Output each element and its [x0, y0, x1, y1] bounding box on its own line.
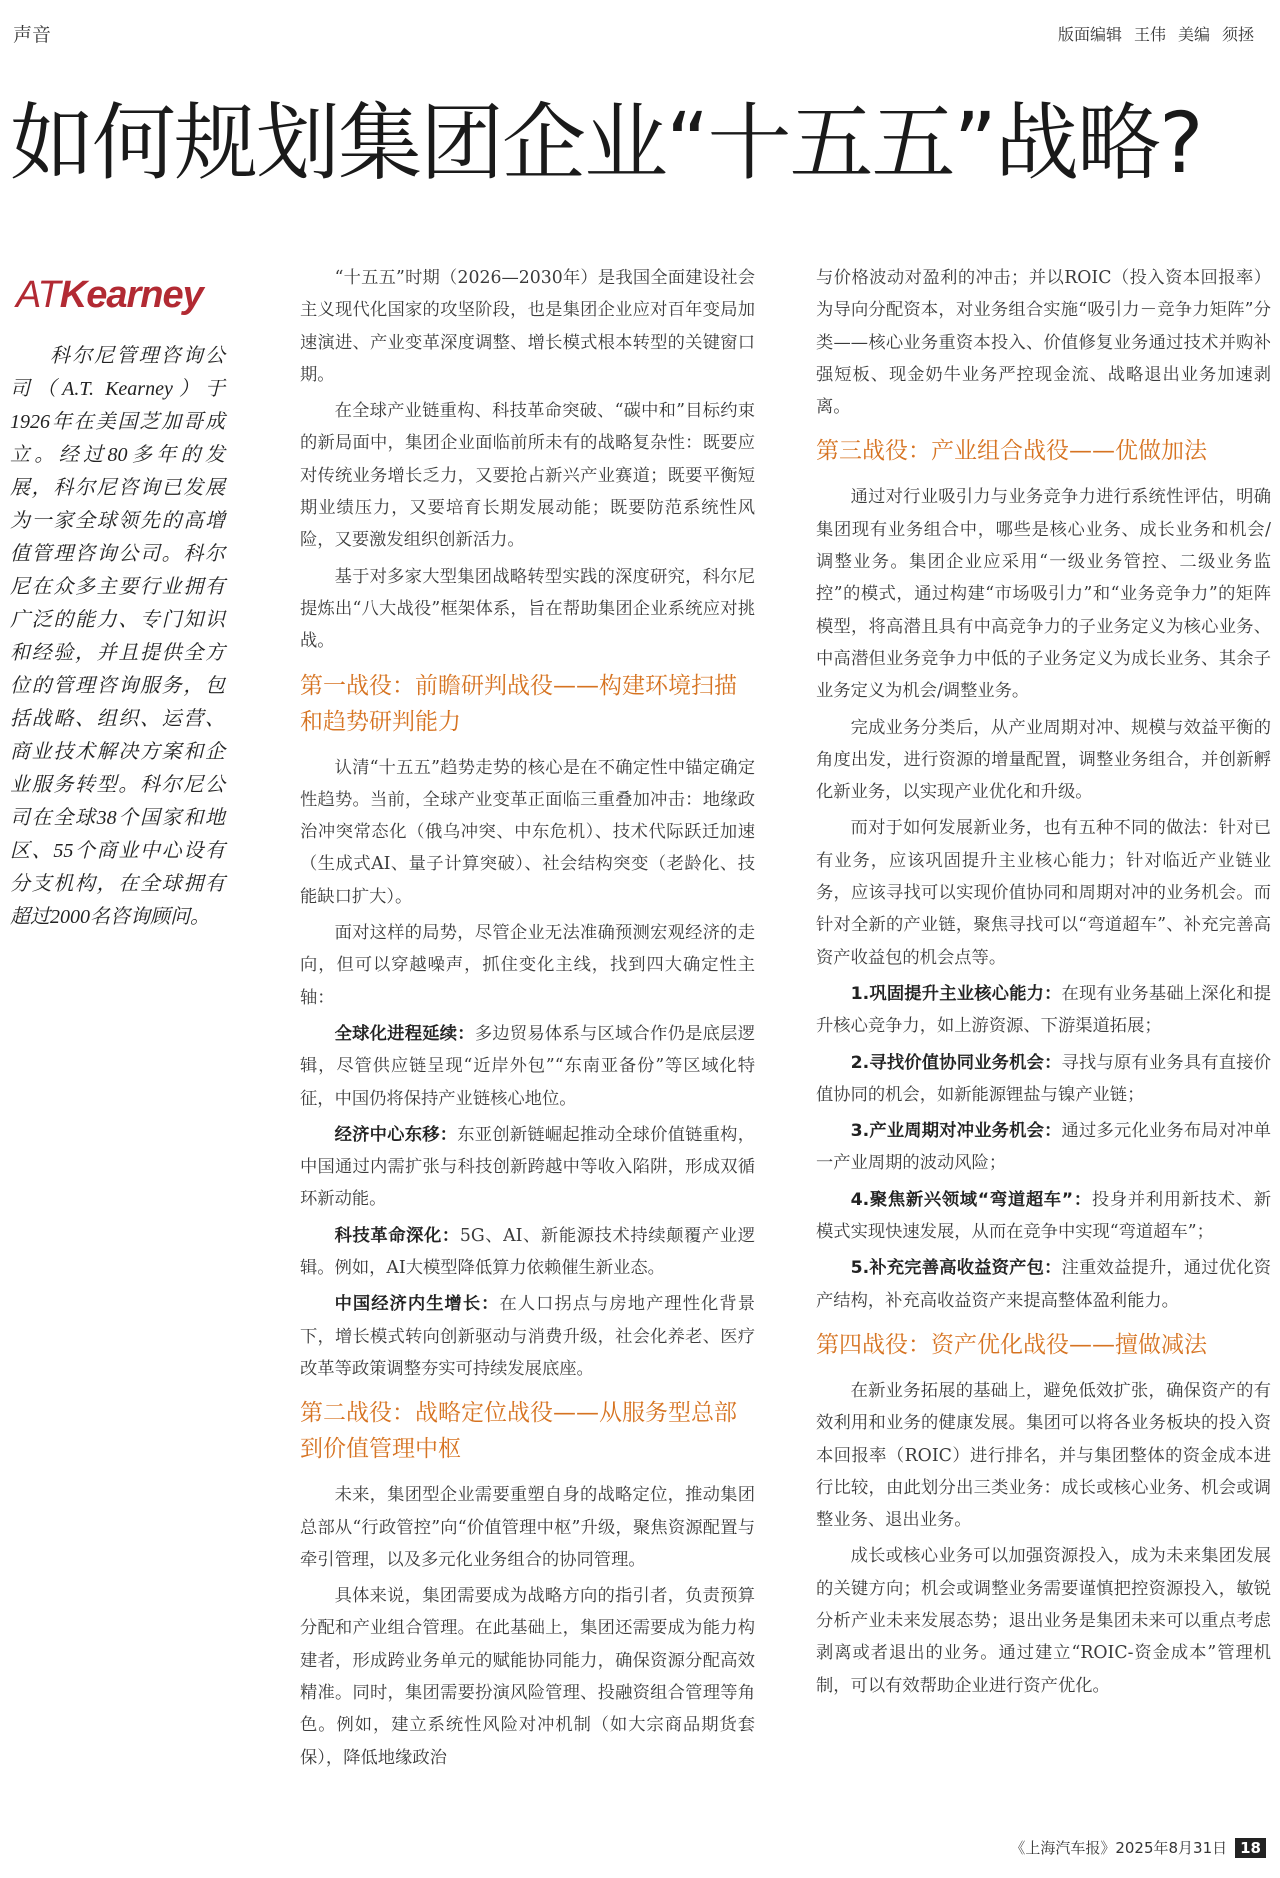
paragraph: 完成业务分类后，从产业周期对冲、规模与效益平衡的角度出发，进行资源的增量配置，调整业务组合，并创新孵化新业务，以实现产业优化和升级。: [816, 717, 1271, 803]
paragraph: [300, 1288, 755, 1385]
paragraph: [300, 1018, 755, 1115]
logo-prefix: AT: [16, 274, 60, 316]
company-intro-text: 科尔尼管理咨询公司（A.T. Kearney）于1926年在美国芝加哥成立。经过80多年的发展，科尔尼咨询已发展为一家全球领先的高增值管理咨询公司。科尔尼在众多主要行业拥有广泛的能力、专门知识和经验，并且提供全方位的管理咨询服务，包括战略、组织、运营、商业技术解决方案和企业服务转型。科尔尼公司在全球38个国家和地区、55个商业中心设有分支机构，在全球拥有超过2000名咨询顾问。: [10, 345, 225, 928]
bold-lead: 4.聚焦新兴领域“弯道超车”：: [850, 1189, 1092, 1210]
page-footer: [1010, 1837, 1266, 1858]
page-header: [0, 0, 1280, 62]
article-headline: 如何规划集团企业“十五五”战略?: [10, 94, 1202, 192]
paragraph-text: 多边贸易体系与区域合作仍是底层逻辑，尽管供应链呈现“近岸外包”“东南亚备份”等区域化特征，中国仍将保持产业链核心地位。: [300, 1023, 755, 1109]
paragraph: [816, 1047, 1271, 1112]
logo-name: Kearney: [59, 274, 203, 316]
kearney-logo: [16, 274, 203, 317]
designer-name: 须拯: [1221, 25, 1254, 44]
paragraph-text: 东亚创新链崛起推动全球价值链重构，中国通过内需扩张与科技创新跨越中等收入陷阱，形成双循环新动能。: [300, 1124, 755, 1210]
paragraph-text: 投身并利用新技术、新模式实现快速发展，从而在竞争中实现“弯道超车”；: [816, 1189, 1271, 1243]
bold-lead: 3.产业周期对冲业务机会：: [850, 1121, 1062, 1142]
paragraph: 与价格波动对盈利的冲击；并以ROIC（投入资本回报率）为导向分配资本，对业务组合实施“吸引力－竞争力矩阵”分类——核心业务重资本投入、价值修复业务通过技术并购补强短板、现金奶牛业务严控现金流、战略退出业务加速剥离。: [816, 268, 1271, 418]
newspaper-date: 《上海汽车报》2025年8月31日: [1010, 1839, 1228, 1857]
paragraph-text: 寻找与原有业务具有直接价值协同的机会，如新能源锂盐与镍产业链；: [816, 1052, 1271, 1105]
editor-label: 版面编辑: [1057, 25, 1122, 44]
bold-lead: 全球化进程延续：: [334, 1023, 475, 1044]
paragraph: [300, 1220, 755, 1285]
paragraph: [816, 1115, 1271, 1180]
section-heading-3: 第三战役：产业组合战役——优做加法: [816, 438, 1207, 465]
section-tag: 声音: [13, 24, 52, 46]
company-intro: [10, 340, 225, 934]
paragraph-text: 在现有业务基础上深化和提升核心竞争力，如上游资源、下游渠道拓展；: [816, 983, 1271, 1037]
article-column-2: [816, 262, 1271, 1706]
bold-lead: 科技革命深化：: [334, 1225, 460, 1246]
paragraph-text: 5G、AI、新能源技术持续颠覆产业逻辑。例如，AI大模型降低算力依赖催生新业态。: [300, 1225, 755, 1279]
paragraph: 而对于如何发展新业务，也有五种不同的做法：针对已有业务，应该巩固提升主业核心能力；针对临近产业链业务，应该寻找可以实现价值协同和周期对冲的业务机会。而针对全新的产业链，聚焦寻找可以“弯道超车”、补充完善高资产收益包的机会点等。: [816, 818, 1271, 968]
editor-credits: [1046, 22, 1254, 45]
bold-lead: 经济中心东移：: [334, 1124, 458, 1145]
paragraph: [816, 1184, 1271, 1249]
paragraph: 面对这样的局势，尽管企业无法准确预测宏观经济的走向，但可以穿越噪声，抓住变化主线，找到四大确定性主轴：: [300, 923, 755, 1008]
section-heading-1: 第一战役：前瞻研判战役——构建环境扫描和趋势研判能力: [300, 672, 737, 735]
paragraph: 基于对多家大型集团战略转型实践的深度研究，科尔尼提炼出“八大战役”框架体系，旨在帮助集团企业系统应对挑战。: [300, 566, 755, 652]
article-column-1: [300, 262, 755, 1778]
paragraph: 认清“十五五”趋势走势的核心是在不确定性中锚定确定性趋势。当前，全球产业变革正面临三重叠加冲击：地缘政治冲突常态化（俄乌冲突、中东危机）、技术代际跃迁加速（生成式AI、量子计算突破）、社会结构突变（老龄化、技能缺口扩大）。: [300, 757, 755, 907]
paragraph: “十五五”时期（2026—2030年）是我国全面建设社会主义现代化国家的攻坚阶段，也是集团企业应对百年变局加速演进、产业变革深度调整、增长模式根本转型的关键窗口期。: [300, 268, 755, 385]
bold-lead: 1.巩固提升主业核心能力：: [850, 983, 1062, 1004]
paragraph: [300, 1119, 755, 1216]
paragraph: 未来，集团型企业需要重塑自身的战略定位，推动集团总部从“行政管控”向“价值管理中枢”升级，聚焦资源配置与牵引管理，以及多元化业务组合的协同管理。: [300, 1485, 755, 1570]
paragraph-text: 注重效益提升，通过优化资产结构，补充高收益资产来提高整体盈利能力。: [816, 1258, 1271, 1311]
paragraph: [816, 978, 1271, 1043]
bold-lead: 2.寻找价值协同业务机会：: [850, 1052, 1062, 1073]
paragraph: 在新业务拓展的基础上，避免低效扩张，确保资产的有效利用和业务的健康发展。集团可以将各业务板块的投入资本回报率（ROIC）进行排名，并与集团整体的资金成本进行比较，由此划分出三类业务：成长或核心业务、机会或调整业务、退出业务。: [816, 1380, 1271, 1531]
paragraph: 成长或核心业务可以加强资源投入，成为未来集团发展的关键方向；机会或调整业务需要谨慎把控资源投入，敏锐分析产业未来发展态势；退出业务是集团未来可以重点考虑剥离或者退出的业务。通过建立“ROIC-资金成本”管理机制，可以有效帮助企业进行资产优化。: [816, 1546, 1271, 1696]
bold-lead: 中国经济内生增长：: [334, 1294, 500, 1315]
paragraph-text: 通过多元化业务布局对冲单一产业周期的波动风险；: [816, 1121, 1271, 1174]
paragraph: 在全球产业链重构、科技革命突破、“碳中和”目标约束的新局面中，集团企业面临前所未有的战略复杂性：既要应对传统业务增长乏力，又要抢占新兴产业赛道；既要平衡短期业绩压力，又要培育长期发展动能；既要防范系统性风险，又要激发组织创新活力。: [300, 401, 755, 551]
designer-label: 美编: [1177, 25, 1210, 44]
section-heading-2: 第二战役：战略定位战役——从服务型总部到价值管理中枢: [300, 1400, 737, 1463]
paragraph: 通过对行业吸引力与业务竞争力进行系统性评估，明确集团现有业务组合中，哪些是核心业务、成长业务和机会/调整业务。集团企业应采用“一级业务管控、二级业务监控”的模式，通过构建“市场吸引力”和“业务竞争力”的矩阵模型，将高潜且具有中高竞争力的子业务定义为核心业务、中高潜但业务竞争力中低的子业务定义为成长业务、其余子业务定义为机会/调整业务。: [816, 487, 1271, 702]
paragraph: [816, 1252, 1271, 1317]
bold-lead: 5.补充完善高收益资产包：: [850, 1258, 1062, 1279]
editor-name: 王伟: [1133, 25, 1166, 44]
paragraph-text: 在人口拐点与房地产理性化背景下，增长模式转向创新驱动与消费升级，社会化养老、医疗改革等政策调整夯实可持续发展底座。: [300, 1294, 755, 1379]
paragraph: 具体来说，集团需要成为战略方向的指引者，负责预算分配和产业组合管理。在此基础上，集团还需要成为能力构建者，形成跨业务单元的赋能协同能力，确保资源分配高效精准。同时，集团需要扮演风险管理、投融资组合管理等角色。例如，建立系统性风险对冲机制（如大宗商品期货套保），降低地缘政治: [300, 1586, 755, 1768]
section-heading-4: 第四战役：资产优化战役——擅做减法: [816, 1331, 1207, 1358]
page-number: 18: [1235, 1838, 1266, 1858]
